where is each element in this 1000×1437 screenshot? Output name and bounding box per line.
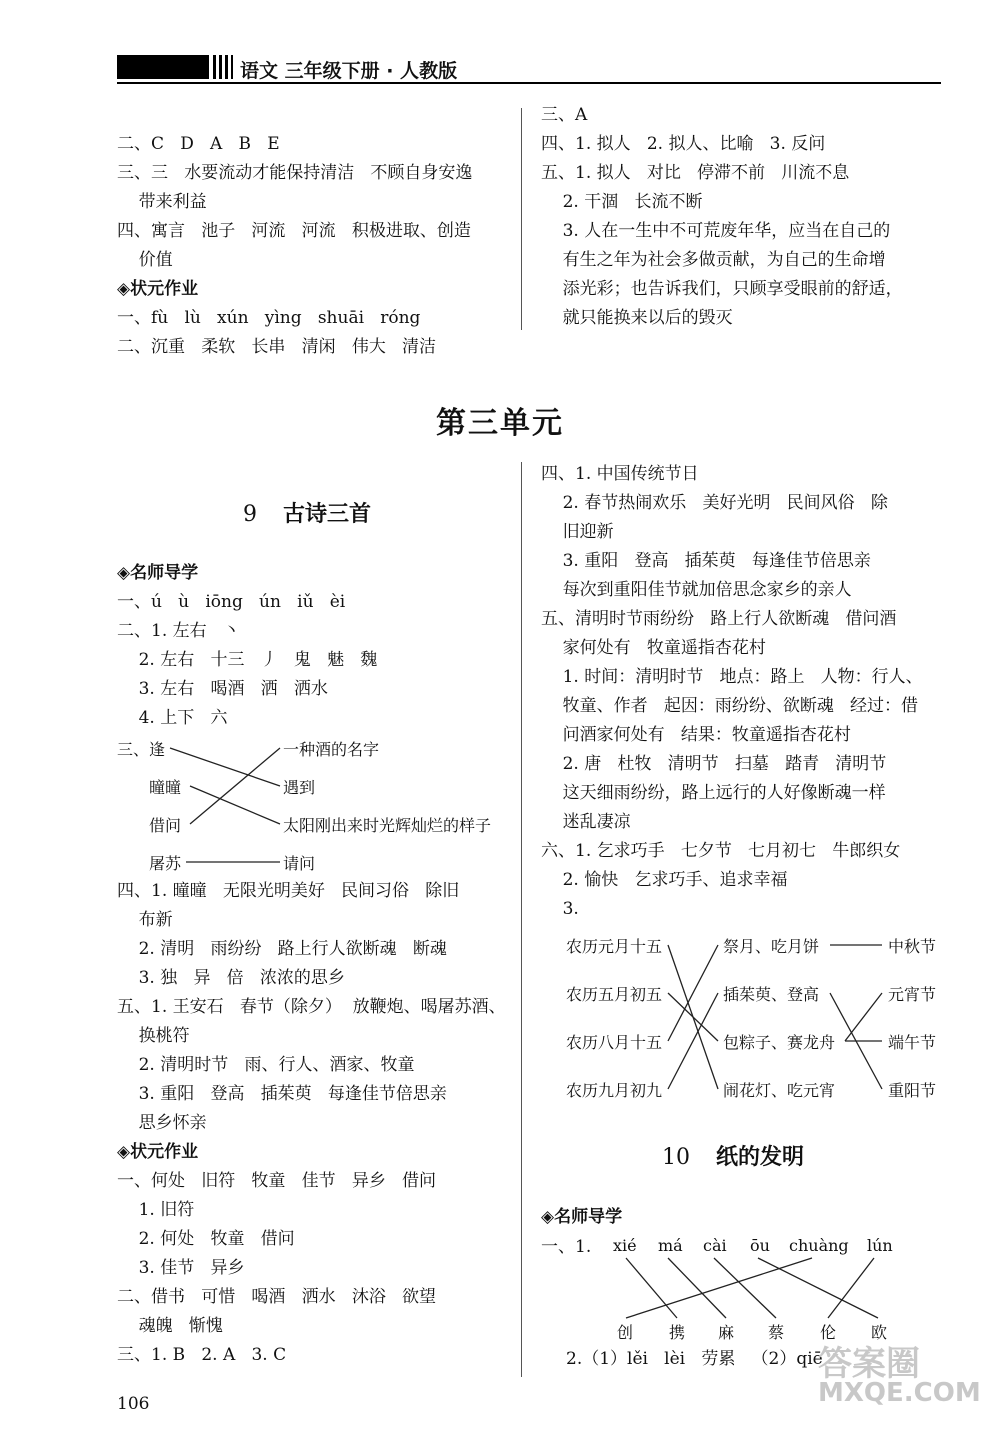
match1-left-1: 曈曈: [149, 778, 182, 797]
match3-char-0: 创: [617, 1323, 634, 1342]
match2-col3-0: 中秋节: [888, 937, 937, 956]
left-col2-line: 一、何处 旧符 牧童 佳节 异乡 借问: [117, 1171, 437, 1191]
left-col2-line: 四、1. 曈曈 无限光明美好 民间习俗 除旧: [117, 881, 460, 901]
match1-left-2: 借问: [149, 816, 182, 835]
top-left-line: 一、fù lù xún yìng shuāi róng: [117, 308, 421, 328]
right-col-line: 牧童、作者 起因：雨纷纷、欲断魂 经过：借: [541, 696, 919, 716]
match3-char-3: 蔡: [768, 1323, 785, 1342]
left-col2-line: 思乡怀亲: [117, 1113, 207, 1133]
right-col-line: 旧迎新: [541, 522, 614, 542]
left-col2-line: 三、1. B 2. A 3. C: [117, 1345, 287, 1365]
match3-pinyin-3: ōu: [750, 1236, 770, 1255]
left-col2-line: 2. 清明时节 雨、行人、酒家、牧童: [117, 1055, 415, 1075]
right-col-line: 2. 愉快 乞求巧手、追求幸福: [541, 870, 788, 890]
right-col-line: 这天细雨纷纷，路上远行的人好像断魂一样: [541, 783, 886, 803]
match2-col2-3: 闹花灯、吃元宵: [723, 1081, 836, 1100]
right-col-line: 迷乱凄凉: [541, 812, 631, 832]
left-col-line: ◈名师导学: [117, 563, 199, 583]
left-col2-line: 2. 清明 雨纷纷 路上行人欲断魂 断魂: [117, 939, 447, 959]
top-left-line: 三、三 水要流动才能保持清洁 不顾自身安逸: [117, 163, 473, 183]
right-col-line: 2. 唐 杜牧 清明节 扫墓 踏青 清明节: [541, 754, 887, 774]
left-col2-line: 3. 佳节 异乡: [117, 1258, 245, 1278]
left-col-line: 2. 左右 十三 丿 鬼 魅 魏: [117, 650, 378, 670]
unit-title: 第三单元: [436, 406, 564, 441]
left-col-line: 3. 左右 喝酒 洒 洒水: [117, 679, 328, 699]
match3-pinyin-1: má: [658, 1236, 683, 1255]
lesson-number: 9: [243, 502, 257, 527]
right-col-line: 3. 重阳 登高 插茱萸 每逢佳节倍思亲: [541, 551, 871, 571]
match2-col1-0: 农历元月十五: [566, 937, 663, 956]
match3-pinyin-0: xié: [613, 1236, 637, 1255]
top-left-line: ◈状元作业: [117, 279, 199, 299]
match1-right-0: 一种酒的名字: [283, 740, 380, 759]
top-right-line: 三、A: [541, 105, 588, 125]
match2-col2-1: 插茱萸、登高: [723, 985, 820, 1004]
match2-col2-0: 祭月、吃月饼: [723, 937, 820, 956]
match3-char-2: 麻: [718, 1323, 735, 1342]
match3-char-5: 欧: [871, 1323, 888, 1342]
match2-col3-1: 元宵节: [888, 985, 937, 1004]
top-right-line: 四、1. 拟人 2. 拟人、比喻 3. 反问: [541, 134, 826, 154]
watermark-logo: 答案圈: [818, 1344, 920, 1384]
top-left-line: 二、沉重 柔软 长串 清闲 伟大 清洁: [117, 337, 437, 357]
match2-col3-2: 端午节: [888, 1033, 937, 1052]
right-col-line: 2. 春节热闹欢乐 美好光明 民间风俗 除: [541, 493, 888, 513]
match3-char-4: 伦: [820, 1323, 837, 1342]
top-right-line: 有生之年为社会多做贡献，为自己的生命增: [541, 250, 886, 270]
match2-col2-2: 包粽子、赛龙舟: [723, 1033, 836, 1052]
lesson-name: 纸的发明: [716, 1145, 805, 1170]
left-col2-line: 3. 独 异 倍 浓浓的思乡: [117, 968, 345, 988]
right-col-line: 四、1. 中国传统节日: [541, 464, 699, 484]
match3-char-1: 携: [669, 1323, 686, 1342]
lesson10-section-head: ◈名师导学: [541, 1207, 623, 1227]
right-col-line: 六、1. 乞求巧手 七夕节 七月初七 牛郎织女: [541, 841, 901, 861]
left-col2-line: 二、借书 可惜 喝酒 洒水 沐浴 欲望: [117, 1287, 437, 1307]
top-right-line: 就只能换来以后的毁灭: [541, 308, 733, 328]
match2-col1-2: 农历八月十五: [566, 1033, 663, 1052]
left-col2-line: 换桃符: [117, 1026, 190, 1046]
top-left-line: 带来利益: [117, 192, 207, 212]
lesson-name: 古诗三首: [283, 502, 372, 527]
top-left-line: 四、寓言 池子 河流 河流 积极进取、创造: [117, 221, 471, 241]
top-left-line: 二、C D A B E: [117, 134, 280, 154]
page-number: 106: [117, 1394, 150, 1414]
match1-left-3: 屠苏: [149, 854, 182, 873]
match1-right-3: 请问: [283, 854, 316, 873]
top-left-line: 价值: [117, 250, 173, 270]
watermark-url: MXQE.COM: [818, 1378, 981, 1408]
left-col2-line: 布新: [117, 910, 173, 930]
left-col-line: 二、1. 左右 丶: [117, 621, 240, 641]
left-col2-line: 3. 重阳 登高 插茱萸 每逢佳节倍思亲: [117, 1084, 447, 1104]
right-col-line: 家何处有 牧童遥指杏花村: [541, 638, 766, 658]
lesson10-question-1: 一、1.: [541, 1237, 592, 1257]
match1-right-1: 遇到: [283, 778, 316, 797]
match2-col1-1: 农历五月初五: [566, 985, 663, 1004]
match3-pinyin-5: lún: [867, 1236, 893, 1255]
top-right-line: 3. 人在一生中不可荒废年华，应当在自己的: [541, 221, 891, 241]
left-col-line: 4. 上下 六: [117, 708, 228, 728]
header-title: 语文 三年级下册 · 人教版: [240, 60, 458, 82]
left-col2-line: 魂魄 惭愧: [117, 1316, 223, 1336]
right-col-line: 五、清明时节雨纷纷 路上行人欲断魂 借问酒: [541, 609, 897, 629]
right-col-line: 问酒家何处有 结果：牧童遥指杏花村: [541, 725, 851, 745]
top-right-line: 五、1. 拟人 对比 停滞不前 川流不息: [541, 163, 850, 183]
lesson10-last-line: 2.（1）lěi lèi 劳累 （2）qiē: [566, 1349, 823, 1369]
lesson-number: 10: [662, 1145, 690, 1170]
left-col2-line: 1. 旧符: [117, 1200, 195, 1220]
match3-pinyin-2: cài: [703, 1236, 727, 1255]
left-col2-line: 2. 何处 牧童 借问: [117, 1229, 295, 1249]
left-col2-line: 五、1. 王安石 春节（除夕） 放鞭炮、喝屠苏酒、: [117, 997, 506, 1017]
top-right-line: 添光彩；也告诉我们，只顾享受眼前的舒适，: [541, 279, 903, 299]
right-col-line: 每次到重阳佳节就加倍思念家乡的亲人: [541, 580, 852, 600]
match1-left-0: 三、逢: [117, 740, 166, 759]
match2-col1-3: 农历九月初九: [566, 1081, 663, 1100]
left-col-line: 一、ú ù iōng ún iǔ èi: [117, 592, 346, 612]
left-col2-line: ◈状元作业: [117, 1142, 199, 1162]
top-right-line: 2. 干涸 长流不断: [541, 192, 703, 212]
right-col-line: 1. 时间：清明时节 地点：路上 人物：行人、: [541, 667, 923, 687]
match2-col3-3: 重阳节: [888, 1081, 937, 1100]
match1-right-2: 太阳刚出来时光辉灿烂的样子: [283, 816, 492, 835]
right-col-line: 3.: [541, 899, 579, 919]
match3-pinyin-4: chuàng: [789, 1236, 849, 1255]
